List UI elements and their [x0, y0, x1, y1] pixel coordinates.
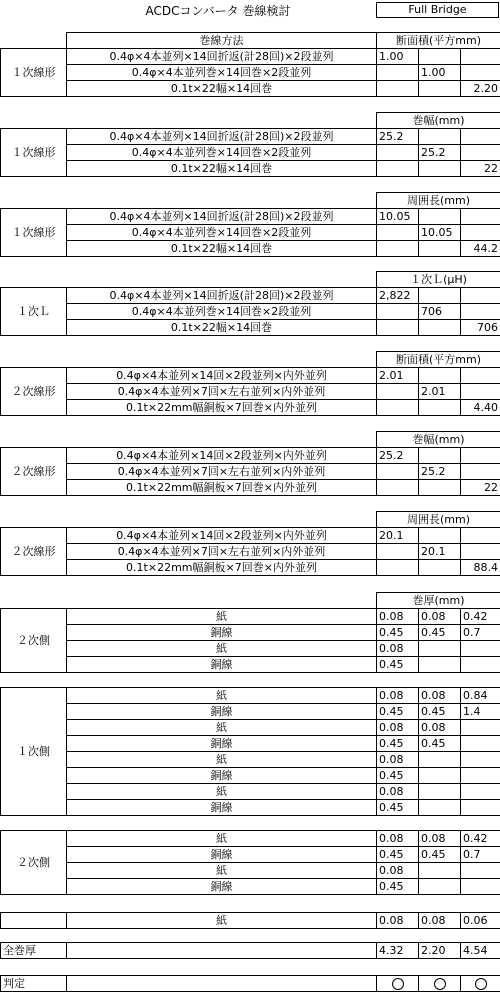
table-row [1, 161, 500, 177]
judgement-label: 判定 [1, 976, 67, 992]
value-cell: 0.45 [419, 625, 461, 641]
s9-table [0, 687, 500, 816]
blank-cell [67, 512, 377, 528]
value-cell [419, 800, 461, 816]
value-cell: 0.08 [377, 784, 419, 800]
blank-cell [1, 593, 67, 609]
value-cell [461, 544, 500, 560]
page-title: ACDCコンバータ 巻線検討 [145, 4, 291, 18]
blank-cell [67, 352, 377, 368]
method-cell: 0.1t×22幅×14回巻 [67, 241, 377, 257]
value-cell: 25.2 [419, 145, 461, 161]
method-header: 巻線方法 [67, 33, 377, 49]
value-cell [461, 464, 500, 480]
value-cell [461, 528, 500, 544]
value-cell [377, 225, 419, 241]
value-cell [419, 161, 461, 177]
value-cell [461, 368, 500, 384]
value-cell: 25.2 [377, 129, 419, 145]
metric-header: 周囲長(mm) [377, 193, 500, 209]
value-cell [461, 65, 500, 81]
method-cell: 銅線 [67, 736, 377, 752]
table-row [1, 784, 500, 800]
table-row [1, 736, 500, 752]
s3-table [0, 192, 500, 257]
value-cell [461, 768, 500, 784]
section-label: １次線形 [1, 209, 67, 257]
table-row [1, 704, 500, 720]
section-label: ２次側 [1, 609, 67, 673]
s8-table [0, 592, 500, 673]
table-row [1, 688, 500, 704]
value-cell [419, 49, 461, 65]
value-cell: 0.08 [377, 688, 419, 704]
value-cell [419, 209, 461, 225]
metric-header: 巻幅(mm) [377, 113, 500, 129]
method-cell: 銅線 [67, 625, 377, 641]
value-cell [461, 384, 500, 400]
method-cell: 紙 [67, 720, 377, 736]
metric-header: 周囲長(mm) [377, 512, 500, 528]
s6-table [0, 431, 500, 496]
metric-header: １次Ｌ(μH) [377, 272, 500, 288]
table-row [1, 625, 500, 641]
value-cell [461, 641, 500, 657]
value-cell [461, 145, 500, 161]
s5-table [0, 351, 500, 416]
method-cell: 0.4φ×4本並列×14回折返(計28回)×2段並列 [67, 209, 377, 225]
method-cell: 0.4φ×4本並列×14回×2段並列×内外並列 [67, 368, 377, 384]
method-cell: 0.4φ×4本並列×7回×左右並列×内外並列 [67, 464, 377, 480]
value-cell: 1.4 [461, 704, 500, 720]
value-cell: 25.2 [419, 464, 461, 480]
value-cell: 0.08 [377, 863, 419, 879]
value-cell: 0.08 [377, 831, 419, 847]
value-cell [461, 784, 500, 800]
method-cell: 0.4φ×4本並列×14回×2段並列×内外並列 [67, 528, 377, 544]
table-row [1, 528, 500, 544]
method-cell: 0.4φ×4本並列巻×14回巻×2段並列 [67, 304, 377, 320]
value-cell [419, 528, 461, 544]
table-row [1, 752, 500, 768]
blank-cell [67, 943, 377, 959]
judgement-table [0, 975, 500, 992]
value-cell: 0.08 [419, 913, 461, 929]
value-cell [461, 657, 500, 673]
method-cell: 0.4φ×4本並列×14回折返(計28回)×2段並列 [67, 129, 377, 145]
table-row [1, 225, 500, 241]
table-row [1, 879, 500, 895]
value-cell: 0.08 [377, 641, 419, 657]
value-cell: 0.45 [377, 879, 419, 895]
section-label: １次線形 [1, 49, 67, 97]
value-cell [419, 784, 461, 800]
value-cell: 22 [461, 480, 500, 496]
table-row [1, 800, 500, 816]
method-cell: 紙 [67, 752, 377, 768]
value-cell [419, 241, 461, 257]
value-cell: 20.1 [377, 528, 419, 544]
value-cell: 10.05 [377, 209, 419, 225]
table-row [1, 720, 500, 736]
value-cell [419, 657, 461, 673]
method-cell: 銅線 [67, 704, 377, 720]
value-cell: 0.45 [377, 768, 419, 784]
blank-cell [1, 352, 67, 368]
value-cell: 0.7 [461, 625, 500, 641]
method-cell: 0.4φ×4本並列×7回×左右並列×内外並列 [67, 384, 377, 400]
s7-table [0, 511, 500, 576]
method-cell: 銅線 [67, 879, 377, 895]
value-cell [419, 320, 461, 336]
value-cell: 0.45 [377, 736, 419, 752]
table-row [1, 384, 500, 400]
value-cell [461, 863, 500, 879]
table-row [1, 657, 500, 673]
value-cell [419, 752, 461, 768]
section-label: ２次線形 [1, 528, 67, 576]
value-cell: 0.06 [461, 913, 500, 929]
value-cell [461, 304, 500, 320]
table-row [1, 464, 500, 480]
value-cell [419, 400, 461, 416]
ok-circle-icon [392, 978, 404, 990]
blank-cell [1, 512, 67, 528]
table-row [1, 400, 500, 416]
judgement-cell [377, 976, 419, 992]
blank-cell [67, 432, 377, 448]
value-cell: 0.08 [419, 609, 461, 625]
total-thickness-table [0, 942, 500, 959]
value-cell: 0.08 [419, 720, 461, 736]
value-cell: 2.01 [377, 368, 419, 384]
value-cell: 0.42 [461, 831, 500, 847]
method-cell: 銅線 [67, 768, 377, 784]
method-cell: 0.1t×22幅×14回巻 [67, 320, 377, 336]
method-cell: 0.1t×22幅×14回巻 [67, 161, 377, 177]
value-cell [419, 81, 461, 97]
s1-table [0, 32, 500, 97]
value-cell [377, 320, 419, 336]
table-row [1, 145, 500, 161]
method-cell: 紙 [67, 784, 377, 800]
blank-cell [1, 193, 67, 209]
table-row [1, 831, 500, 847]
value-cell: 0.08 [377, 720, 419, 736]
value-cell: 1.00 [419, 65, 461, 81]
blank-cell [67, 113, 377, 129]
table-row [1, 768, 500, 784]
table-row [1, 288, 500, 304]
value-cell [377, 544, 419, 560]
value-cell: 20.1 [419, 544, 461, 560]
s4-table [0, 271, 500, 336]
value-cell [377, 384, 419, 400]
value-cell: 0.08 [419, 831, 461, 847]
blank-cell [1, 33, 67, 49]
method-cell: 紙 [67, 831, 377, 847]
value-cell [461, 736, 500, 752]
value-cell [461, 129, 500, 145]
value-cell [461, 288, 500, 304]
value-cell: 706 [461, 320, 500, 336]
value-cell: 0.84 [461, 688, 500, 704]
value-cell: 0.08 [377, 752, 419, 768]
s10-table [0, 830, 500, 895]
value-cell: 2,822 [377, 288, 419, 304]
total-label: 全巻厚 [1, 943, 67, 959]
blank-cell [1, 113, 67, 129]
blank-cell [67, 593, 377, 609]
method-cell: 紙 [67, 913, 377, 929]
value-cell: 4.40 [461, 400, 500, 416]
value-cell [461, 752, 500, 768]
blank-cell [1, 432, 67, 448]
section-label: １次Ｌ [1, 288, 67, 336]
value-cell: 0.08 [419, 688, 461, 704]
value-cell: 0.45 [377, 847, 419, 863]
judgement-cell [419, 976, 461, 992]
value-cell: 0.42 [461, 609, 500, 625]
mode-badge: Full Bridge [376, 2, 499, 18]
metric-header: 断面積(平方mm) [377, 33, 500, 49]
table-row [1, 49, 500, 65]
total-value: 4.54 [461, 943, 500, 959]
value-cell [461, 448, 500, 464]
method-cell: 銅線 [67, 657, 377, 673]
section-label: １次側 [1, 688, 67, 816]
table-row [1, 847, 500, 863]
table-row [1, 448, 500, 464]
metric-header: 巻厚(mm) [377, 593, 500, 609]
value-cell [461, 49, 500, 65]
blank-cell [67, 272, 377, 288]
value-cell: 0.45 [377, 704, 419, 720]
value-cell: 88.4 [461, 560, 500, 576]
value-cell: 0.45 [377, 800, 419, 816]
value-cell [377, 464, 419, 480]
table-row [1, 544, 500, 560]
value-cell [419, 560, 461, 576]
method-cell: 銅線 [67, 800, 377, 816]
value-cell: 0.45 [419, 847, 461, 863]
value-cell: 0.08 [377, 913, 419, 929]
table-row [1, 81, 500, 97]
table-row [1, 320, 500, 336]
blank-cell [67, 193, 377, 209]
section-label: ２次線形 [1, 448, 67, 496]
total-value: 4.32 [377, 943, 419, 959]
value-cell: 25.2 [377, 448, 419, 464]
value-cell [377, 241, 419, 257]
total-value: 2.20 [419, 943, 461, 959]
value-cell [419, 641, 461, 657]
value-cell [461, 209, 500, 225]
metric-header: 巻幅(mm) [377, 432, 500, 448]
section-label: ２次側 [1, 831, 67, 895]
value-cell [377, 304, 419, 320]
value-cell [377, 145, 419, 161]
blank-cell [1, 913, 67, 929]
method-cell: 0.4φ×4本並列巻×14回巻×2段並列 [67, 225, 377, 241]
judgement-cell [461, 976, 500, 992]
value-cell [419, 879, 461, 895]
value-cell [377, 560, 419, 576]
value-cell: 22 [461, 161, 500, 177]
value-cell: 706 [419, 304, 461, 320]
value-cell: 44.2 [461, 241, 500, 257]
ok-circle-icon [434, 978, 446, 990]
value-cell [377, 81, 419, 97]
value-cell [419, 368, 461, 384]
value-cell [419, 448, 461, 464]
method-cell: 0.1t×22mm幅銅板×7回巻×内外並列 [67, 560, 377, 576]
section-label: １次線形 [1, 129, 67, 177]
value-cell [419, 480, 461, 496]
method-cell: 0.4φ×4本並列×14回×2段並列×内外並列 [67, 448, 377, 464]
table-row [1, 129, 500, 145]
value-cell [419, 768, 461, 784]
value-cell [377, 480, 419, 496]
method-cell: 0.4φ×4本並列巻×14回巻×2段並列 [67, 65, 377, 81]
table-row [1, 560, 500, 576]
value-cell: 10.05 [419, 225, 461, 241]
method-cell: 0.1t×22mm幅銅板×7回巻×内外並列 [67, 400, 377, 416]
section-label: ２次線形 [1, 368, 67, 416]
value-cell: 0.45 [377, 625, 419, 641]
value-cell: 0.45 [377, 657, 419, 673]
value-cell [419, 863, 461, 879]
value-cell [419, 288, 461, 304]
value-cell [461, 720, 500, 736]
metric-header: 断面積(平方mm) [377, 352, 500, 368]
method-cell: 紙 [67, 688, 377, 704]
table-row [1, 304, 500, 320]
value-cell [377, 161, 419, 177]
value-cell: 0.7 [461, 847, 500, 863]
table-row [1, 480, 500, 496]
table-row [1, 65, 500, 81]
value-cell [419, 129, 461, 145]
table-row [1, 863, 500, 879]
value-cell: 0.45 [419, 736, 461, 752]
blank-cell [1, 272, 67, 288]
value-cell [461, 800, 500, 816]
method-cell: 紙 [67, 609, 377, 625]
table-row [1, 641, 500, 657]
table-row [1, 368, 500, 384]
value-cell [461, 225, 500, 241]
value-cell: 2.01 [419, 384, 461, 400]
method-cell: 0.1t×22幅×14回巻 [67, 81, 377, 97]
blank-cell [67, 976, 377, 992]
method-cell: 紙 [67, 863, 377, 879]
method-cell: 銅線 [67, 847, 377, 863]
s11-table [0, 912, 500, 929]
value-cell [461, 879, 500, 895]
table-row [1, 241, 500, 257]
value-cell: 1.00 [377, 49, 419, 65]
value-cell: 0.08 [377, 609, 419, 625]
value-cell [377, 65, 419, 81]
method-cell: 0.4φ×4本並列×7回×左右並列×内外並列 [67, 544, 377, 560]
method-cell: 0.4φ×4本並列×14回折返(計28回)×2段並列 [67, 49, 377, 65]
s2-table [0, 112, 500, 177]
table-row [1, 209, 500, 225]
method-cell: 0.1t×22mm幅銅板×7回巻×内外並列 [67, 480, 377, 496]
value-cell: 2.20 [461, 81, 500, 97]
value-cell [377, 400, 419, 416]
ok-circle-icon [475, 978, 487, 990]
table-row [1, 609, 500, 625]
method-cell: 紙 [67, 641, 377, 657]
method-cell: 0.4φ×4本並列×14回折返(計28回)×2段並列 [67, 288, 377, 304]
value-cell: 0.45 [419, 704, 461, 720]
method-cell: 0.4φ×4本並列巻×14回巻×2段並列 [67, 145, 377, 161]
